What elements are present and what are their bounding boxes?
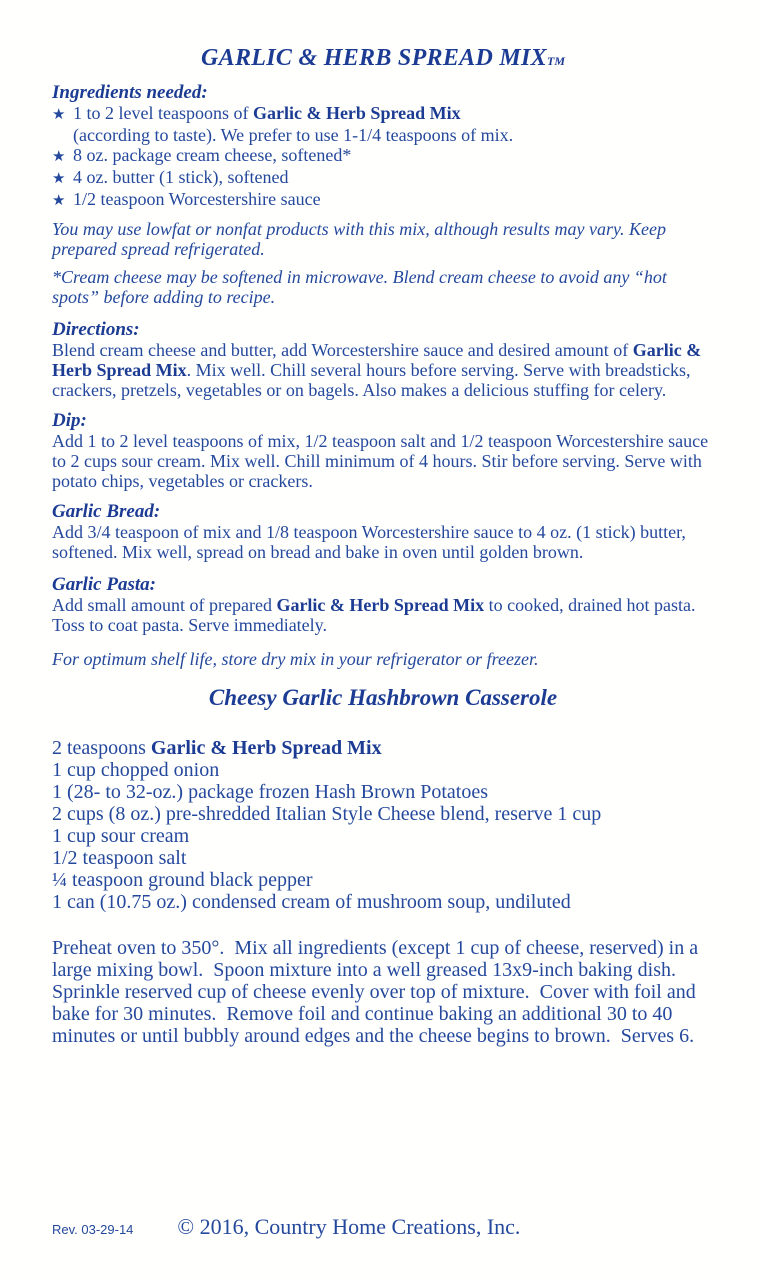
- casserole-ingredient-line: 1 cup chopped onion: [52, 759, 220, 781]
- ingredient-2-text: 8 oz. package cream cheese, softened*: [73, 145, 352, 165]
- casserole-ingredient-list: [52, 737, 714, 913]
- ingredient-line-1-continued: (according to taste). We prefer to use 1-1/4 teaspoons of mix.: [73, 125, 514, 145]
- ingredient-3-text: 4 oz. butter (1 stick), softened: [73, 167, 289, 187]
- dip-body: Add 1 to 2 level teaspoons of mix, 1/2 teaspoon salt and 1/2 teaspoon Worcestershire sauce to 2 cups sour cream. Mix well. Chill minimum of 4 hours. Stir before serving. Serve with potato chips, vegetables or crackers.: [52, 431, 709, 491]
- directions-header: Directions:: [52, 319, 140, 340]
- ingredient-4-text: 1/2 teaspoon Worcestershire sauce: [73, 189, 321, 209]
- garlic-bread-header: Garlic Bread:: [52, 501, 161, 522]
- product-title-text: GARLIC & HERB SPREAD MIX: [201, 45, 547, 71]
- garlic-pasta-body: [52, 595, 714, 635]
- garlic-pasta-text: Add small amount of prepared: [52, 595, 277, 615]
- directions-text: Blend cream cheese and butter, add Worcestershire sauce and desired amount of: [52, 340, 633, 360]
- ingredient-line-1: [52, 103, 714, 125]
- section-dip: [52, 411, 714, 491]
- star-bullet-icon: ★: [52, 171, 66, 187]
- garlic-pasta-header: Garlic Pasta:: [52, 574, 156, 595]
- directions-body: [52, 340, 714, 400]
- casserole-ingredient-line: ¼ teaspoon ground black pepper: [52, 869, 313, 891]
- note-lowfat: You may use lowfat or nonfat products with this mix, although results may vary. Keep prepared spread refrigerated.: [52, 219, 666, 259]
- casserole-ingredient-line: 1 cup sour cream: [52, 825, 190, 847]
- casserole-heading: Cheesy Garlic Hashbrown Casserole: [208, 685, 558, 710]
- trademark-symbol: TM: [546, 54, 565, 68]
- product-name: Garlic & Herb Spread Mix: [150, 737, 382, 759]
- directions-text: . Mix well. Chill several hours before serving. Serve with breadsticks, crackers, pretzels, vegetables or on bagels. Also makes a delicious stuffing for celery.: [52, 360, 691, 400]
- section-directions: [52, 320, 714, 400]
- copyright-notice: © 2016, Country Home Creations, Inc.: [177, 1214, 521, 1239]
- casserole-ingredient-line: [52, 737, 714, 759]
- casserole-ingredient-line: 1 (28- to 32-oz.) package frozen Hash Brown Potatoes: [52, 781, 488, 803]
- star-bullet-icon: ★: [52, 107, 66, 123]
- footer: [52, 1214, 714, 1240]
- product-name: Garlic & Herb Spread Mix: [252, 103, 461, 123]
- ingredient-line-4: [52, 189, 714, 211]
- garlic-pasta-text: to cooked, drained hot pasta. Toss to coat pasta. Serve immediately.: [52, 595, 696, 635]
- product-name: Garlic & Herb Spread Mix: [52, 340, 702, 380]
- product-name: Garlic & Herb Spread Mix: [276, 595, 485, 615]
- garlic-bread-body: Add 3/4 teaspoon of mix and 1/8 teaspoon Worcestershire sauce to 4 oz. (1 stick) butter, softened. Mix well, spread on bread and bake in oven until golden brown.: [52, 522, 686, 562]
- dip-header: Dip:: [52, 410, 87, 431]
- star-bullet-icon: ★: [52, 193, 66, 209]
- casserole-directions: Preheat oven to 350°. Mix all ingredients (except 1 cup of cheese, reserved) in a large mixing bowl. Spoon mixture into a well greased 13x9-inch baking dish. Sprinkle reserved cup of cheese evenly over top of mixture. Cover with foil and bake for 30 minutes. Remove foil and continue baking an additional 30 to 40 minutes or until bubbly around edges and the cheese begins to brown. Serves 6.: [52, 937, 704, 1047]
- section-garlic-bread: [52, 502, 714, 562]
- casserole-ingredient-line: 2 cups (8 oz.) pre-shredded Italian Style Cheese blend, reserve 1 cup: [52, 803, 602, 825]
- star-bullet-icon: ★: [52, 149, 66, 165]
- page-title: [52, 44, 714, 75]
- ingredient-line-3: [52, 167, 714, 189]
- casserole-ingredient-line: 1/2 teaspoon salt: [52, 847, 187, 869]
- ingredients-header: Ingredients needed:: [52, 82, 208, 103]
- section-garlic-pasta: [52, 575, 714, 635]
- casserole-ingredient-line: 1 can (10.75 oz.) condensed cream of mushroom soup, undiluted: [52, 891, 571, 913]
- shelf-life-note: For optimum shelf life, store dry mix in your refrigerator or freezer.: [52, 649, 539, 669]
- revision-date: Rev. 03-29-14: [52, 1222, 134, 1237]
- ingredient-line-2: [52, 145, 714, 167]
- ingredient-1-text: 1 to 2 level teaspoons of: [73, 103, 253, 123]
- casserole-ingredient-text: 2 teaspoons: [52, 737, 151, 759]
- note-cream-cheese: *Cream cheese may be softened in microwave. Blend cream cheese to avoid any “hot spots” before adding to recipe.: [52, 267, 667, 307]
